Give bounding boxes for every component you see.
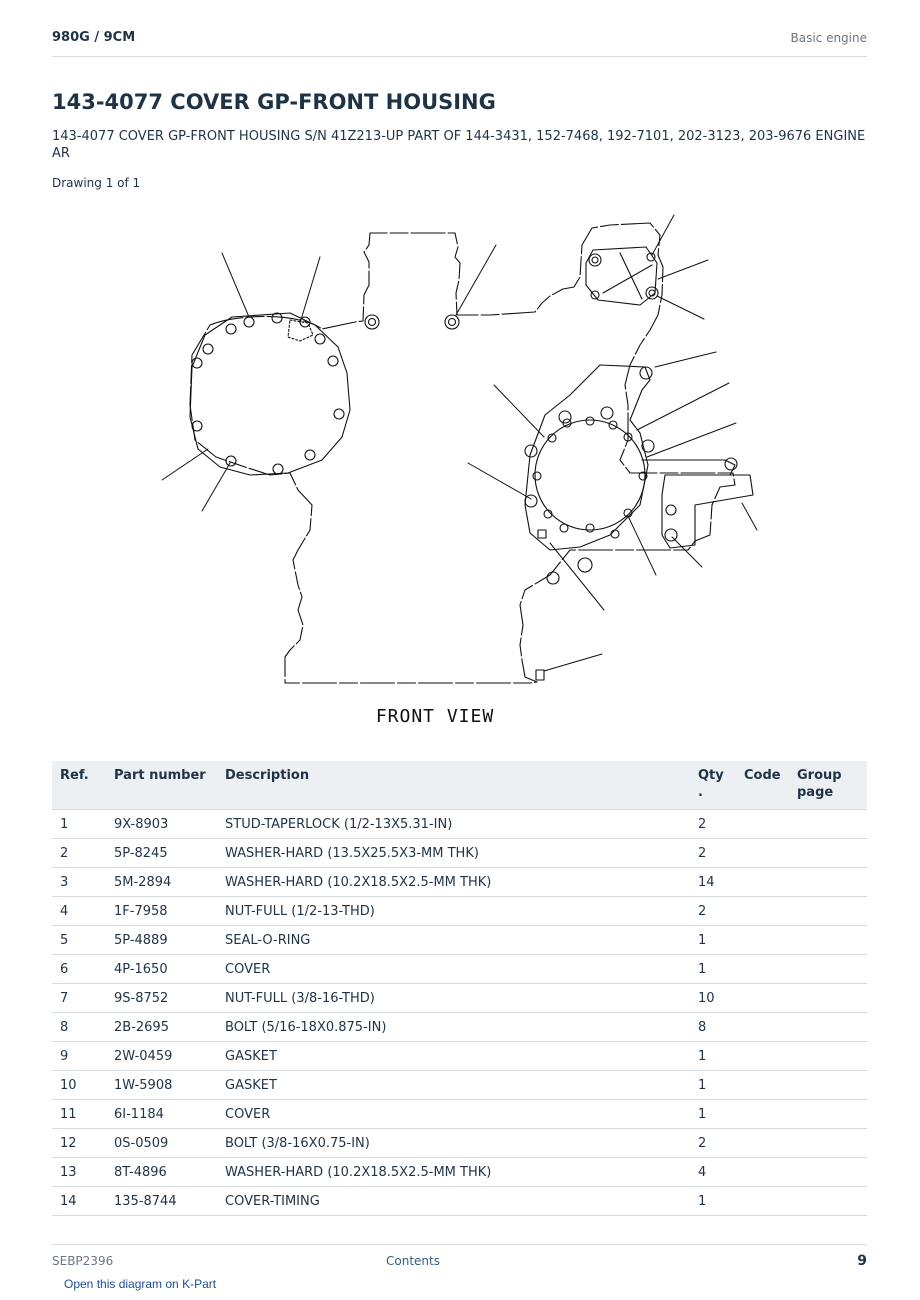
cell-part-number: 2B-2695 bbox=[106, 1013, 217, 1042]
cell-ref: 13 bbox=[52, 1158, 106, 1187]
table-row bbox=[52, 1158, 867, 1187]
cell-qty: 1 bbox=[690, 955, 736, 984]
table-row bbox=[52, 1071, 867, 1100]
cell-part-number: 1F-7958 bbox=[106, 897, 217, 926]
cell-group-page bbox=[789, 984, 867, 1013]
parts-diagram bbox=[150, 205, 760, 735]
table-row bbox=[52, 984, 867, 1013]
drain-plug bbox=[536, 670, 544, 680]
cell-code bbox=[736, 1071, 789, 1100]
cell-part-number: 9X-8903 bbox=[106, 810, 217, 839]
cell-qty: 14 bbox=[690, 868, 736, 897]
cell-part-number: 135-8744 bbox=[106, 1187, 217, 1216]
cell-qty: 2 bbox=[690, 810, 736, 839]
arm-pivot bbox=[725, 458, 737, 470]
diagram-caption: FRONT VIEW bbox=[375, 706, 495, 727]
cell-description: STUD-TAPERLOCK (1/2-13X5.31-IN) bbox=[217, 810, 690, 839]
cell-group-page bbox=[789, 955, 867, 984]
page-header bbox=[52, 28, 867, 57]
housing-outline bbox=[190, 223, 735, 683]
cell-code bbox=[736, 1100, 789, 1129]
contents-link[interactable]: Contents bbox=[386, 1254, 440, 1268]
cell-group-page bbox=[789, 1013, 867, 1042]
cell-ref: 10 bbox=[52, 1071, 106, 1100]
cell-group-page bbox=[789, 810, 867, 839]
cell-ref: 8 bbox=[52, 1013, 106, 1042]
cell-group-page bbox=[789, 1071, 867, 1100]
cell-ref: 9 bbox=[52, 1042, 106, 1071]
cell-part-number: 0S-0509 bbox=[106, 1129, 217, 1158]
table-row bbox=[52, 810, 867, 839]
cell-description: COVER-TIMING bbox=[217, 1187, 690, 1216]
table-header-row bbox=[52, 761, 867, 810]
cell-qty: 1 bbox=[690, 1042, 736, 1071]
cell-group-page bbox=[789, 868, 867, 897]
cell-ref: 7 bbox=[52, 984, 106, 1013]
table-row bbox=[52, 1187, 867, 1216]
col-description: Description bbox=[217, 761, 690, 810]
cell-description: COVER bbox=[217, 955, 690, 984]
cell-description: SEAL-O-RING bbox=[217, 926, 690, 955]
cell-ref: 5 bbox=[52, 926, 106, 955]
table-row bbox=[52, 897, 867, 926]
cell-code bbox=[736, 1187, 789, 1216]
cell-part-number: 2W-0459 bbox=[106, 1042, 217, 1071]
open-kpart-link[interactable]: Open this diagram on K-Part bbox=[64, 1277, 217, 1291]
cell-ref: 4 bbox=[52, 897, 106, 926]
cell-group-page bbox=[789, 897, 867, 926]
cell-group-page bbox=[789, 1129, 867, 1158]
center-studs bbox=[365, 315, 459, 329]
cell-qty: 1 bbox=[690, 1071, 736, 1100]
cell-ref: 6 bbox=[52, 955, 106, 984]
cell-code bbox=[736, 984, 789, 1013]
col-ref: Ref. bbox=[52, 761, 106, 810]
cell-qty: 1 bbox=[690, 1100, 736, 1129]
parts-table bbox=[52, 761, 867, 1216]
page-footer bbox=[52, 1244, 867, 1275]
table-row bbox=[52, 1013, 867, 1042]
cover-ribs bbox=[603, 253, 652, 299]
cell-qty: 2 bbox=[690, 897, 736, 926]
cell-qty: 2 bbox=[690, 839, 736, 868]
cell-description: BOLT (3/8-16X0.75-IN) bbox=[217, 1129, 690, 1158]
cell-code bbox=[736, 897, 789, 926]
cell-code bbox=[736, 810, 789, 839]
left-plate-bolts bbox=[192, 313, 344, 474]
cell-code bbox=[736, 926, 789, 955]
cell-qty: 1 bbox=[690, 926, 736, 955]
cell-group-page bbox=[789, 839, 867, 868]
table-row bbox=[52, 839, 867, 868]
table-row bbox=[52, 868, 867, 897]
cell-code bbox=[736, 868, 789, 897]
table-row bbox=[52, 1100, 867, 1129]
cell-code bbox=[736, 955, 789, 984]
cell-part-number: 4P-1650 bbox=[106, 955, 217, 984]
cell-part-number: 1W-5908 bbox=[106, 1071, 217, 1100]
cell-part-number: 5M-2894 bbox=[106, 868, 217, 897]
cell-part-number: 9S-8752 bbox=[106, 984, 217, 1013]
cell-description: COVER bbox=[217, 1100, 690, 1129]
model-label: 980G / 9CM bbox=[52, 30, 136, 45]
cell-code bbox=[736, 1042, 789, 1071]
page-title: 143-4077 COVER GP-FRONT HOUSING bbox=[52, 90, 496, 114]
parts-table-body bbox=[52, 810, 867, 1216]
cell-description: NUT-FULL (1/2-13-THD) bbox=[217, 897, 690, 926]
cell-qty: 8 bbox=[690, 1013, 736, 1042]
cell-part-number: 8T-4896 bbox=[106, 1158, 217, 1187]
leader-lines bbox=[162, 215, 757, 671]
cell-description: GASKET bbox=[217, 1071, 690, 1100]
table-row bbox=[52, 926, 867, 955]
cell-group-page bbox=[789, 1187, 867, 1216]
col-part-number: Part number bbox=[106, 761, 217, 810]
table-row bbox=[52, 955, 867, 984]
cell-code bbox=[736, 1129, 789, 1158]
cell-qty: 1 bbox=[690, 1187, 736, 1216]
cell-code bbox=[736, 1013, 789, 1042]
cell-group-page bbox=[789, 926, 867, 955]
cell-ref: 12 bbox=[52, 1129, 106, 1158]
cell-qty: 10 bbox=[690, 984, 736, 1013]
cell-ref: 2 bbox=[52, 839, 106, 868]
cell-ref: 1 bbox=[52, 810, 106, 839]
cell-part-number: 6I-1184 bbox=[106, 1100, 217, 1129]
table-row bbox=[52, 1129, 867, 1158]
cell-code bbox=[736, 1158, 789, 1187]
col-group-page: Group page bbox=[789, 761, 867, 810]
col-qty: Qty . bbox=[690, 761, 736, 810]
cell-description: NUT-FULL (3/8-16-THD) bbox=[217, 984, 690, 1013]
cell-description: GASKET bbox=[217, 1042, 690, 1071]
cell-description: WASHER-HARD (10.2X18.5X2.5-MM THK) bbox=[217, 868, 690, 897]
cell-description: WASHER-HARD (10.2X18.5X2.5-MM THK) bbox=[217, 1158, 690, 1187]
cell-qty: 2 bbox=[690, 1129, 736, 1158]
col-code: Code bbox=[736, 761, 789, 810]
drawing-label: Drawing 1 of 1 bbox=[52, 176, 141, 190]
document-id: SEBP2396 bbox=[52, 1254, 114, 1268]
section-label: Basic engine bbox=[790, 31, 867, 45]
timing-cover-bolts bbox=[525, 367, 677, 584]
cell-part-number: 5P-4889 bbox=[106, 926, 217, 955]
small-plug bbox=[538, 530, 546, 538]
cell-part-number: 5P-8245 bbox=[106, 839, 217, 868]
cell-qty: 4 bbox=[690, 1158, 736, 1187]
page-subtitle: 143-4077 COVER GP-FRONT HOUSING S/N 41Z213-UP PART OF 144-3431, 152-7468, 192-7101, 202-3123, 203-9676 ENGINE AR bbox=[52, 129, 866, 161]
table-row bbox=[52, 1042, 867, 1071]
cell-group-page bbox=[789, 1158, 867, 1187]
cell-group-page bbox=[789, 1042, 867, 1071]
cell-group-page bbox=[789, 1100, 867, 1129]
cell-description: WASHER-HARD (13.5X25.5X3-MM THK) bbox=[217, 839, 690, 868]
cell-ref: 14 bbox=[52, 1187, 106, 1216]
cell-ref: 11 bbox=[52, 1100, 106, 1129]
cell-code bbox=[736, 839, 789, 868]
left-plate bbox=[190, 313, 350, 475]
cell-ref: 3 bbox=[52, 868, 106, 897]
cell-description: BOLT (5/16-18X0.875-IN) bbox=[217, 1013, 690, 1042]
page-number: 9 bbox=[857, 1253, 867, 1269]
